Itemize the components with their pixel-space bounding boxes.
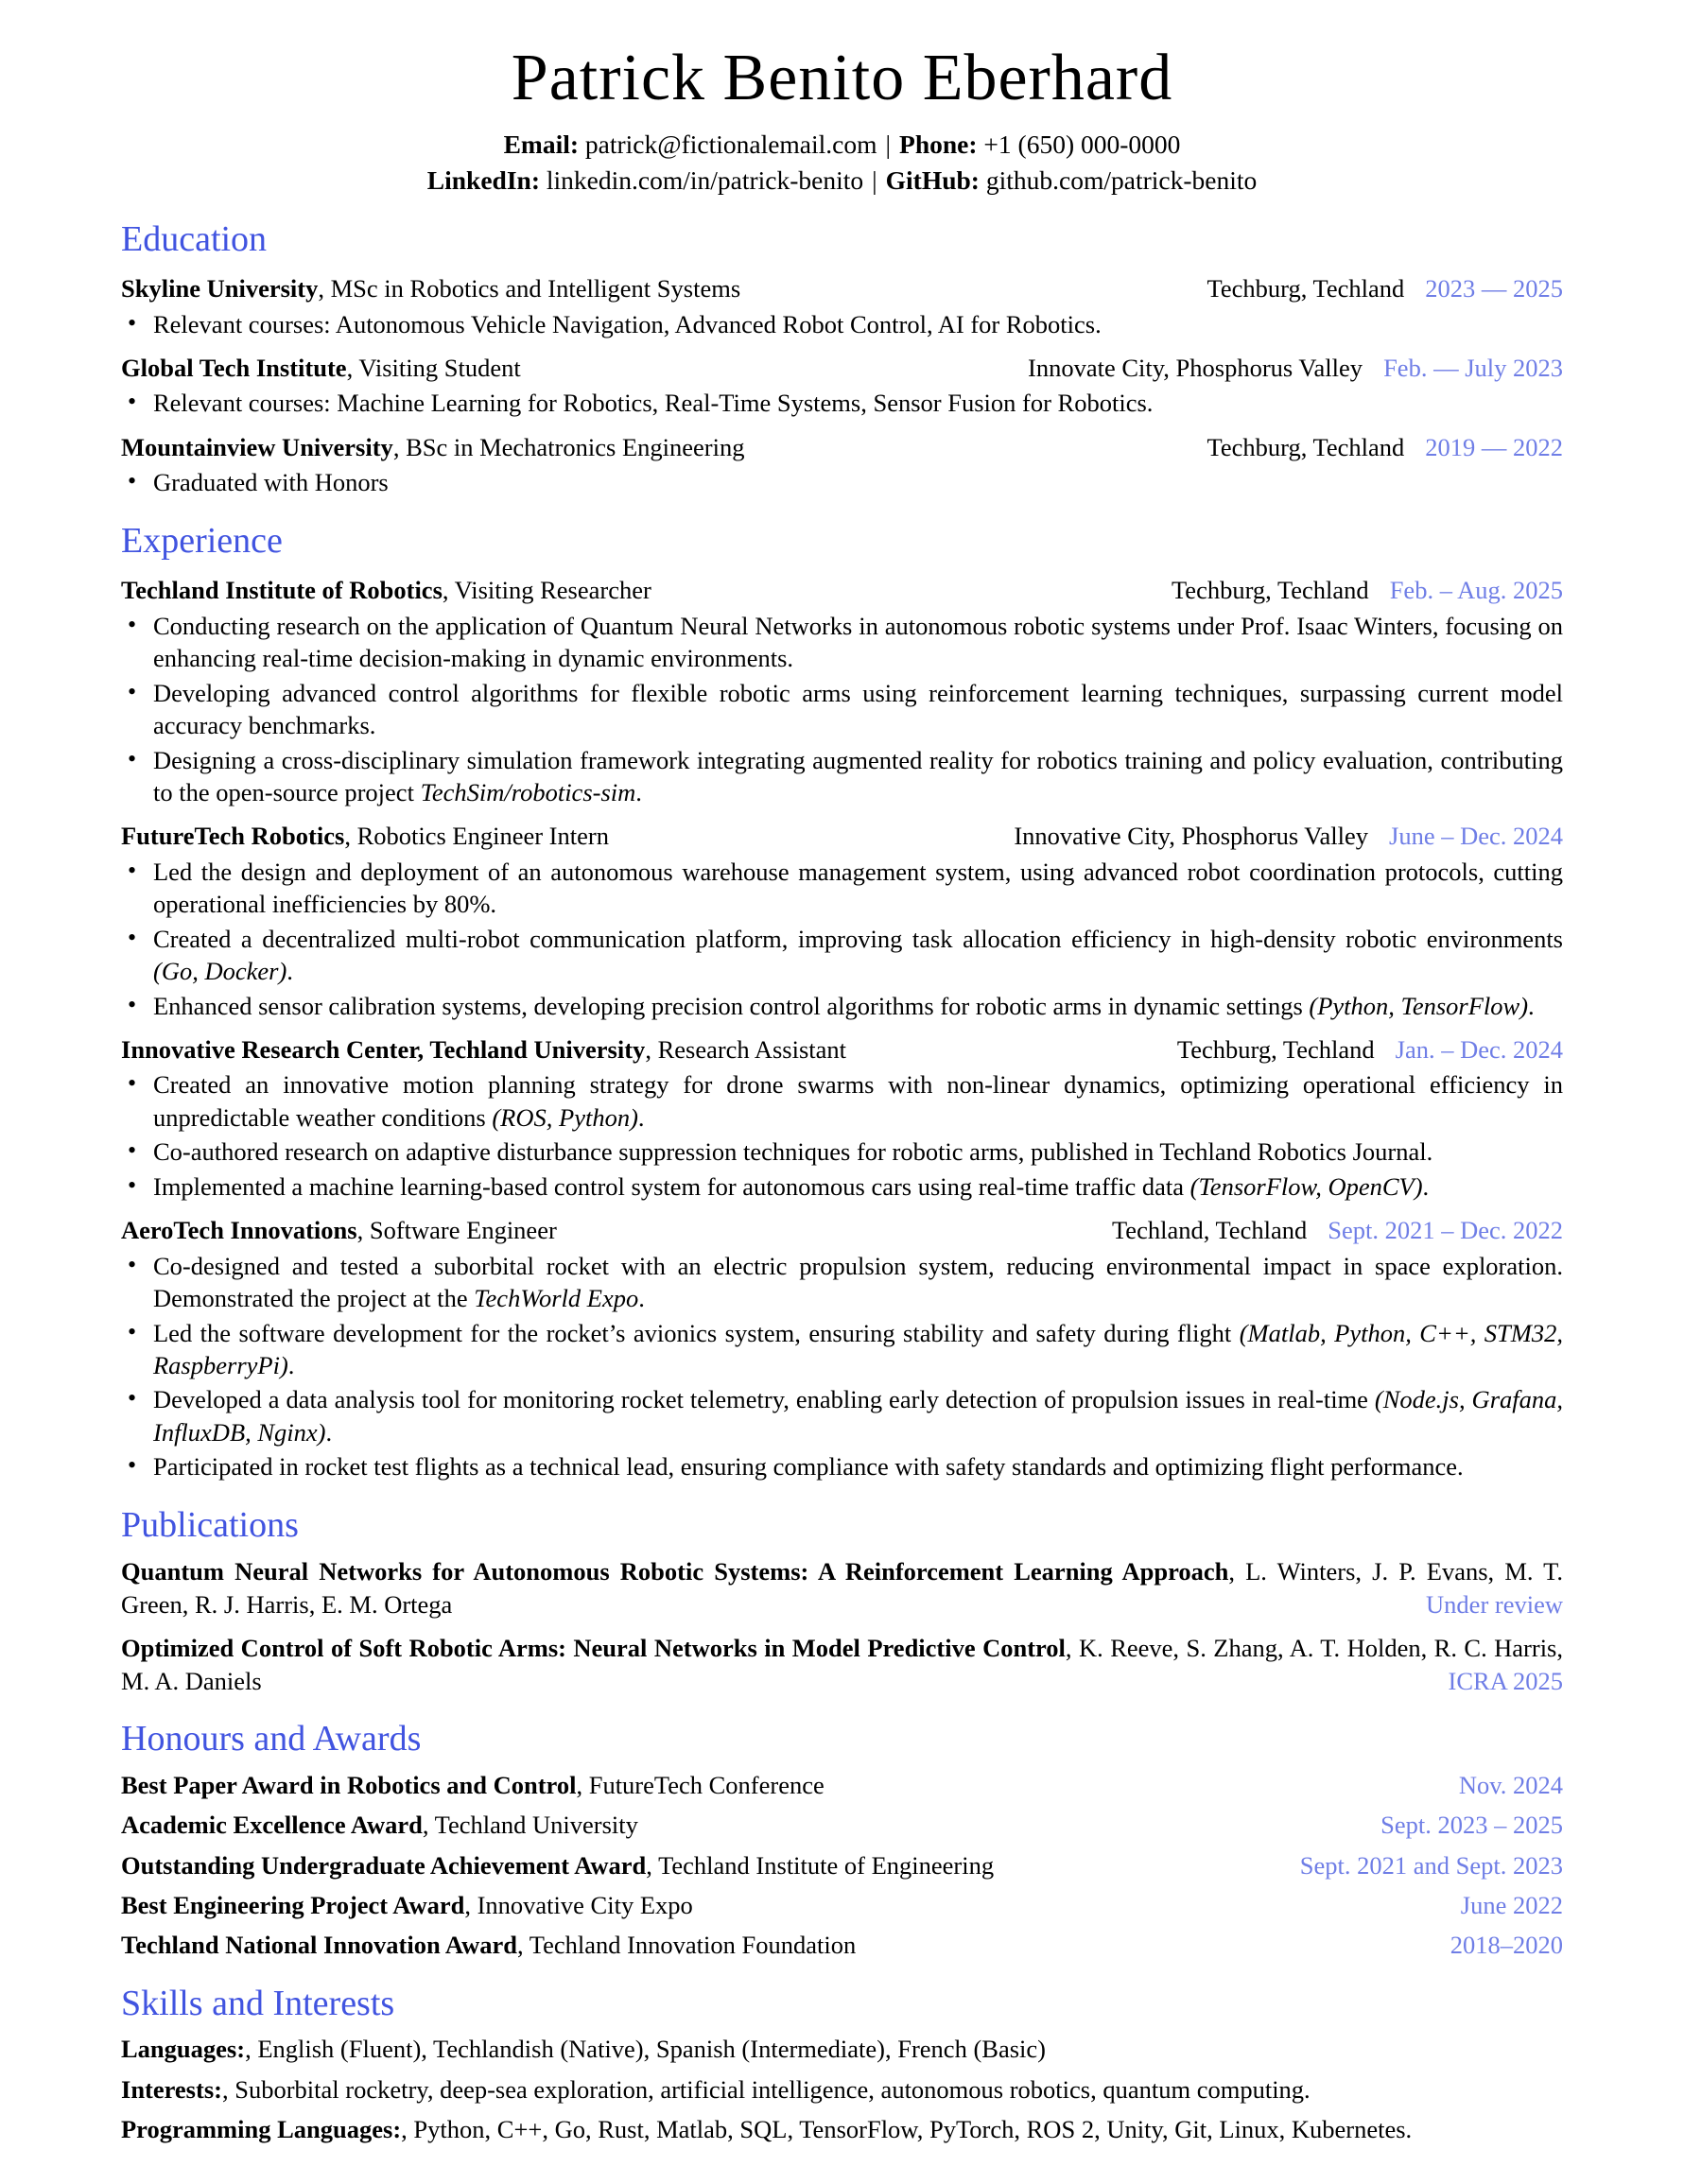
experience-bullet-list bbox=[121, 1250, 1563, 1483]
experience-bullet-text: Created a decentralized multi-robot communication platform, improving task allocation efficiency in high-density robotic environments bbox=[153, 924, 1563, 953]
education-organization: Skyline University bbox=[121, 274, 319, 303]
education-bullet-list bbox=[121, 387, 1563, 419]
contact-line-email-phone bbox=[121, 128, 1563, 162]
experience-bullet-text: . bbox=[1528, 991, 1535, 1020]
experience-bullet-tech-italic: TechSim/robotics-sim bbox=[420, 777, 636, 806]
section-awards bbox=[121, 1718, 1563, 1962]
experience-bullet-tech-italic: (Node.js, Grafana, InfluxDB, Nginx) bbox=[153, 1385, 1563, 1447]
award-name: Best Paper Award in Robotics and Control bbox=[121, 1770, 577, 1799]
experience-bullet-text: Implemented a machine learning-based control system for autonomous cars using real-time traffic data bbox=[153, 1171, 1190, 1201]
award-name-detail bbox=[121, 1809, 638, 1841]
experience-entry bbox=[121, 574, 1563, 808]
skill-label: Languages: bbox=[121, 2035, 246, 2064]
education-role: , Visiting Student bbox=[346, 353, 521, 382]
section-title-education: Education bbox=[121, 218, 268, 259]
experience-bullet-text: . bbox=[635, 777, 642, 806]
contact-separator: | bbox=[885, 130, 892, 159]
education-bullet-text: Relevant courses: Machine Learning for Robotics, Real-Time Systems, Sensor Fusion for Robotics. bbox=[153, 389, 1154, 418]
experience-role: , Robotics Engineer Intern bbox=[344, 822, 609, 851]
experience-entries bbox=[121, 574, 1563, 1482]
education-location-date bbox=[1207, 272, 1563, 304]
experience-entry bbox=[121, 1033, 1563, 1203]
experience-entry-header bbox=[121, 574, 1563, 606]
skill-values: , Python, C++, Go, Rust, Matlab, SQL, TensorFlow, PyTorch, ROS 2, Unity, Git, Linux, Kubernetes. bbox=[401, 2115, 1413, 2144]
education-location-date bbox=[1028, 352, 1563, 384]
experience-date: Feb. – Aug. 2025 bbox=[1389, 576, 1563, 605]
contact-label: Phone: bbox=[899, 130, 978, 159]
experience-entry bbox=[121, 820, 1563, 1022]
award-date: Nov. 2024 bbox=[1458, 1770, 1563, 1799]
education-org-role bbox=[121, 431, 744, 463]
publication-authors: , K. Reeve, S. Zhang, A. T. Holden, R. C. Harris, M. A. Daniels bbox=[121, 1634, 1563, 1695]
section-title-publications: Publications bbox=[121, 1504, 299, 1545]
award-row bbox=[121, 1889, 1563, 1921]
skill-label: Interests: bbox=[121, 2074, 222, 2104]
experience-bullet-text: Developing advanced control algorithms for flexible robotic arms using reinforcement learning techniques, surpassing current model accuracy benchmarks. bbox=[153, 678, 1563, 740]
award-items bbox=[121, 1769, 1563, 1962]
experience-location-date bbox=[1172, 574, 1563, 606]
experience-org-role bbox=[121, 574, 651, 606]
experience-organization: Innovative Research Center, Techland University bbox=[121, 1035, 646, 1064]
experience-location-date bbox=[1014, 820, 1563, 852]
contact-line-linkedin-github bbox=[121, 164, 1563, 198]
award-organization: , Techland Innovation Foundation bbox=[516, 1931, 857, 1960]
skill-values: , English (Fluent), Techlandish (Native), Spanish (Intermediate), French (Basic) bbox=[245, 2035, 1046, 2064]
experience-bullet-text: Enhanced sensor calibration systems, developing precision control algorithms for robotic arms in dynamic settings bbox=[153, 991, 1310, 1020]
award-name: Outstanding Undergraduate Achievement Award bbox=[121, 1850, 647, 1880]
experience-bullet-text: Designing a cross-disciplinary simulation framework integrating augmented reality for robotics training and policy evaluation, contributing to the open-source project bbox=[153, 745, 1563, 806]
experience-bullet-list bbox=[121, 856, 1563, 1022]
publication-title: Quantum Neural Networks for Autonomous Robotic Systems: A Reinforcement Learning Approach bbox=[121, 1557, 1229, 1586]
experience-organization: Techland Institute of Robotics bbox=[121, 576, 443, 605]
education-bullet-item bbox=[121, 466, 1563, 498]
experience-bullet-item bbox=[121, 744, 1563, 809]
experience-location: Innovative City, Phosphorus Valley bbox=[1014, 822, 1368, 851]
education-org-role bbox=[121, 352, 521, 384]
experience-bullet-item bbox=[121, 1250, 1563, 1315]
education-role: , BSc in Mechatronics Engineering bbox=[392, 432, 745, 461]
experience-organization: FutureTech Robotics bbox=[121, 822, 345, 851]
education-org-role bbox=[121, 272, 740, 304]
education-location: Innovate City, Phosphorus Valley bbox=[1028, 353, 1363, 382]
experience-bullet-tech-italic: (Python, TensorFlow) bbox=[1309, 991, 1529, 1020]
education-location: Techburg, Techland bbox=[1207, 432, 1405, 461]
education-bullet-item bbox=[121, 308, 1563, 340]
experience-bullet-item bbox=[121, 610, 1563, 675]
education-entry-header bbox=[121, 431, 1563, 463]
contact-value: github.com/patrick-benito bbox=[979, 165, 1258, 195]
education-entry bbox=[121, 352, 1563, 420]
experience-bullet-list bbox=[121, 1068, 1563, 1203]
experience-role: , Software Engineer bbox=[356, 1216, 557, 1245]
education-location-date bbox=[1207, 431, 1563, 463]
award-date: June 2022 bbox=[1460, 1890, 1563, 1919]
award-organization: , Techland University bbox=[422, 1811, 638, 1840]
contact-separator: | bbox=[872, 165, 877, 195]
experience-bullet-item bbox=[121, 923, 1563, 988]
experience-bullet-text: Developed a data analysis tool for monitoring rocket telemetry, enabling early detection of propulsion issues in real-time bbox=[153, 1385, 1375, 1414]
experience-bullet-item bbox=[121, 1068, 1563, 1134]
education-date: 2019 — 2022 bbox=[1425, 432, 1563, 461]
experience-date: Jan. – Dec. 2024 bbox=[1395, 1035, 1563, 1064]
education-entry bbox=[121, 431, 1563, 499]
education-bullet-text: Relevant courses: Autonomous Vehicle Navigation, Advanced Robot Control, AI for Robotics. bbox=[153, 309, 1102, 338]
award-date: Sept. 2023 – 2025 bbox=[1380, 1811, 1563, 1840]
award-name: Academic Excellence Award bbox=[121, 1811, 423, 1840]
experience-bullet-tech-italic: (ROS, Python) bbox=[492, 1102, 638, 1132]
publication-item bbox=[121, 1632, 1563, 1697]
award-name-detail bbox=[121, 1849, 994, 1881]
experience-bullet-list bbox=[121, 610, 1563, 809]
award-row bbox=[121, 1769, 1563, 1801]
experience-bullet-text: Co-authored research on adaptive disturbance suppression techniques for robotic arms, published in Techland Robotics Journal. bbox=[153, 1137, 1433, 1167]
experience-org-role bbox=[121, 1033, 846, 1066]
experience-bullet-text: . bbox=[637, 1102, 645, 1132]
experience-org-role bbox=[121, 820, 609, 852]
award-organization: , Techland Institute of Engineering bbox=[646, 1850, 995, 1880]
experience-location-date bbox=[1177, 1033, 1563, 1066]
person-name: Patrick Benito Eberhard bbox=[511, 42, 1173, 114]
education-entry-header bbox=[121, 272, 1563, 304]
award-row bbox=[121, 1849, 1563, 1881]
award-row bbox=[121, 1929, 1563, 1961]
award-name-detail bbox=[121, 1769, 825, 1801]
award-row bbox=[121, 1809, 1563, 1841]
section-skills bbox=[121, 1983, 1563, 2146]
section-publications bbox=[121, 1504, 1563, 1697]
experience-bullet-text: Conducting research on the application of Quantum Neural Networks in autonomous robotic systems under Prof. Isaac Winters, focusing on enhancing real-time decision-making in dynamic environments. bbox=[153, 611, 1563, 673]
experience-bullet-text: Created an innovative motion planning strategy for drone swarms with non-linear dynamics, optimizing operational efficiency in unpredictable weather conditions bbox=[153, 1070, 1563, 1132]
experience-location-date bbox=[1112, 1214, 1563, 1246]
experience-entry bbox=[121, 1214, 1563, 1483]
award-date: 2018–2020 bbox=[1450, 1931, 1563, 1960]
contact-label: Email: bbox=[503, 130, 580, 159]
experience-bullet-item bbox=[121, 1450, 1563, 1482]
experience-location: Techburg, Techland bbox=[1171, 576, 1369, 605]
resume-header bbox=[121, 42, 1563, 198]
publication-status: Under review bbox=[1426, 1589, 1563, 1619]
skill-values: , Suborbital rocketry, deep-sea exploration, artificial intelligence, autonomous robotics, quantum computing. bbox=[221, 2074, 1311, 2104]
experience-bullet-text: . bbox=[286, 957, 293, 986]
experience-entry-header bbox=[121, 1214, 1563, 1246]
contact-label: LinkedIn: bbox=[426, 165, 540, 195]
experience-bullet-text: Participated in rocket test flights as a technical lead, ensuring compliance with safety standards and optimizing flight performance. bbox=[153, 1452, 1464, 1482]
experience-bullet-text: . bbox=[325, 1417, 333, 1447]
experience-entry-header bbox=[121, 820, 1563, 852]
skill-line bbox=[121, 2073, 1563, 2106]
experience-bullet-item bbox=[121, 990, 1563, 1022]
section-experience bbox=[121, 520, 1563, 1483]
experience-org-role bbox=[121, 1214, 557, 1246]
publication-status: ICRA 2025 bbox=[1448, 1666, 1563, 1695]
award-organization: , FutureTech Conference bbox=[576, 1770, 825, 1799]
experience-bullet-item bbox=[121, 1170, 1563, 1203]
award-name-detail bbox=[121, 1889, 693, 1921]
experience-bullet-item bbox=[121, 856, 1563, 921]
experience-bullet-text: . bbox=[638, 1284, 645, 1313]
award-date: Sept. 2021 and Sept. 2023 bbox=[1299, 1850, 1563, 1880]
publication-item bbox=[121, 1555, 1563, 1621]
experience-bullet-tech-italic: TechWorld Expo bbox=[474, 1284, 639, 1313]
award-name: Best Engineering Project Award bbox=[121, 1890, 465, 1919]
education-entries bbox=[121, 272, 1563, 499]
contact-value: +1 (650) 000-0000 bbox=[977, 130, 1181, 159]
publication-items bbox=[121, 1555, 1563, 1697]
education-entry bbox=[121, 272, 1563, 340]
skill-line bbox=[121, 2033, 1563, 2065]
experience-bullet-item bbox=[121, 1317, 1563, 1382]
section-title-experience: Experience bbox=[121, 520, 283, 561]
section-education bbox=[121, 218, 1563, 499]
education-bullet-item bbox=[121, 387, 1563, 419]
experience-bullet-tech-italic: (Go, Docker) bbox=[153, 957, 287, 986]
experience-location: Techland, Techland bbox=[1111, 1216, 1308, 1245]
experience-organization: AeroTech Innovations bbox=[121, 1216, 357, 1245]
experience-role: , Visiting Researcher bbox=[442, 576, 651, 605]
award-organization: , Innovative City Expo bbox=[464, 1890, 693, 1919]
award-name-detail bbox=[121, 1929, 856, 1961]
award-name: Techland National Innovation Award bbox=[121, 1931, 517, 1960]
experience-date: June – Dec. 2024 bbox=[1389, 822, 1563, 851]
education-date: Feb. — July 2023 bbox=[1383, 353, 1563, 382]
experience-bullet-text: Led the software development for the rocket’s avionics system, ensuring stability and safety during flight bbox=[153, 1318, 1240, 1347]
contact-value: patrick@fictionalemail.com bbox=[579, 130, 877, 159]
education-bullet-list bbox=[121, 466, 1563, 498]
experience-bullet-item bbox=[121, 677, 1563, 742]
publication-title: Optimized Control of Soft Robotic Arms: Neural Networks in Model Predictive Control bbox=[121, 1634, 1066, 1663]
experience-location: Techburg, Techland bbox=[1176, 1035, 1375, 1064]
experience-bullet-text: Co-designed and tested a suborbital rocket with an electric propulsion system, reducing environmental impact in space exploration. Demonstrated the project at the bbox=[153, 1251, 1563, 1313]
skill-lines bbox=[121, 2033, 1563, 2145]
education-location: Techburg, Techland bbox=[1207, 274, 1405, 303]
experience-bullet-tech-italic: (TensorFlow, OpenCV) bbox=[1189, 1171, 1423, 1201]
section-title-awards: Honours and Awards bbox=[121, 1719, 422, 1759]
experience-bullet-item bbox=[121, 1135, 1563, 1168]
contact-value: linkedin.com/in/patrick-benito bbox=[539, 165, 864, 195]
education-organization: Global Tech Institute bbox=[121, 353, 347, 382]
experience-date: Sept. 2021 – Dec. 2022 bbox=[1328, 1216, 1563, 1245]
experience-role: , Research Assistant bbox=[645, 1035, 847, 1064]
skill-label: Programming Languages: bbox=[121, 2115, 402, 2144]
experience-bullet-item bbox=[121, 1383, 1563, 1448]
experience-bullet-text: . bbox=[287, 1350, 295, 1379]
experience-bullet-text: . bbox=[1422, 1171, 1430, 1201]
education-bullet-list bbox=[121, 308, 1563, 340]
skill-line bbox=[121, 2113, 1563, 2145]
experience-entry-header bbox=[121, 1033, 1563, 1066]
education-role: , MSc in Robotics and Intelligent Systems bbox=[318, 274, 741, 303]
education-bullet-text: Graduated with Honors bbox=[153, 468, 389, 497]
section-title-skills: Skills and Interests bbox=[121, 1983, 395, 2023]
contact-label: GitHub: bbox=[885, 165, 980, 195]
experience-bullet-text: Led the design and deployment of an autonomous warehouse management system, using advanced robot coordination protocols, cutting operational inefficiencies by 80%. bbox=[153, 857, 1563, 919]
education-organization: Mountainview University bbox=[121, 432, 393, 461]
experience-bullet-tech-italic: (Matlab, Python, C++, STM32, RaspberryPi) bbox=[153, 1318, 1563, 1379]
education-entry-header bbox=[121, 352, 1563, 384]
publication-authors: , L. Winters, J. P. Evans, M. T. Green, R. J. Harris, E. M. Ortega bbox=[121, 1557, 1564, 1619]
education-date: 2023 — 2025 bbox=[1425, 274, 1563, 303]
